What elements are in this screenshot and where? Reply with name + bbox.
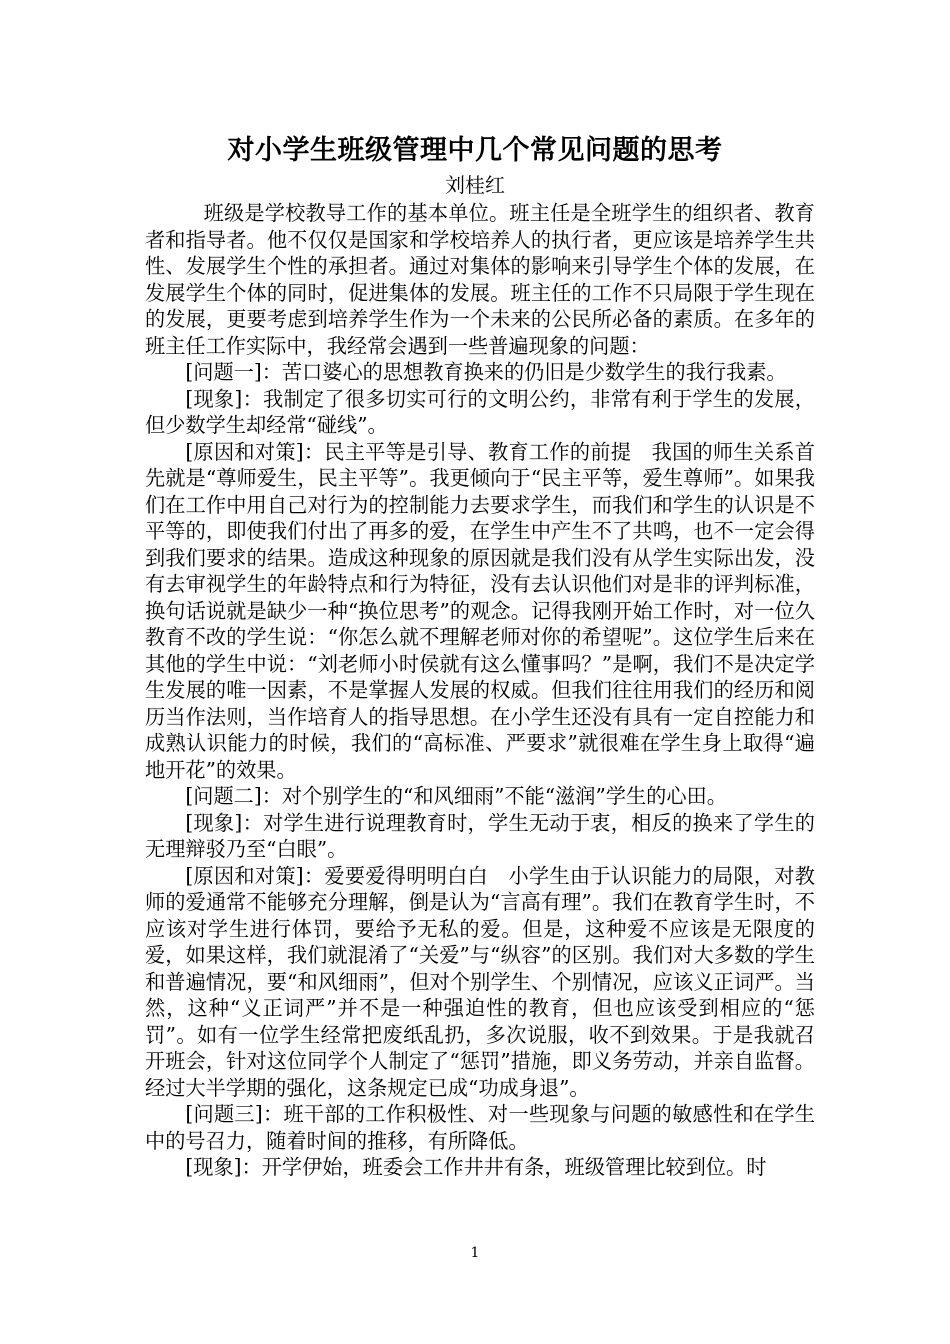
paragraph-problem-3: [问题三]：班干部的工作积极性、对一些现象与问题的敏感性和在学生中的号召力，随着时间的推移，有所降低。 bbox=[145, 1102, 815, 1153]
paragraph-cause-2: [原因和对策]：爱要爱得明明白白 小学生由于认识能力的局限，对教师的爱通常不能够充分理解，倒是认为“言高有理”。我们在教育学生时，不应该对学生进行体罚，要给予无私的爱。但是，这种爱不应该是无限度的爱，如果这样，我们就混淆了“关爱”与“纵容”的区别。我们对大多数的学生和普遍情况，要“和风细雨”，但对个别学生、个别情况，应该义正词严。当然，这种“义正词严”并不是一种强迫性的教育，但也应该受到相应的“惩罚”。如有一位学生经常把废纸乱扔，多次说服，收不到效果。于是我就召开班会，针对这位同学个人制定了“惩罚”措施，即义务劳动，并亲自监督。经过大半学期的强化，这条规定已成“功成身退”。 bbox=[145, 863, 815, 1100]
paragraph-phenomenon-2: [现象]：对学生进行说理教育时，学生无动于衷，相反的换来了学生的无理辩驳乃至“白眼”。 bbox=[145, 810, 815, 861]
paragraph-phenomenon-3: [现象]：开学伊始，班委会工作井井有条，班级管理比较到位。时 bbox=[185, 1155, 767, 1179]
document-title: 对小学生班级管理中几个常见问题的思考 bbox=[227, 135, 723, 166]
paragraph-phenomenon-1: [现象]：我制定了很多切实可行的文明公约，非常有利于学生的发展，但少数学生却经常“碰线”。 bbox=[145, 386, 815, 437]
paragraph-cause-1: [原因和对策]：民主平等是引导、教育工作的前提 我国的师生关系首先就是“尊师爱生，民主平等”。我更倾向于“民主平等，爱生尊师”。如果我们在工作中用自己对行为的控制能力去要求学生，而我们和学生的认识是不平等的，即使我们付出了再多的爱，在学生中产生不了共鸣，也不一定会得到我们要求的结果。造成这种现象的原因就是我们没有从学生实际出发，没有去审视学生的年龄特点和行为特征，没有去认识他们对是非的评判标准，换句话说就是缺少一种“换位思考”的观念。记得我刚开始工作时，对一位久教育不改的学生说：“你怎么就不理解老师对你的希望呢”。这位学生后来在其他的学生中说：“刘老师小时侯就有这么懂事吗？”是啊，我们不是决定学生发展的唯一因素，不是掌握人发展的权威。但我们往往用我们的经历和阅历当作法则，当作培育人的指导思想。在小学生还没有具有一定自控能力和成熟认识能力的时候，我们的“高标准、严要求”就很难在学生身上取得“遍地开花”的效果。 bbox=[145, 439, 815, 782]
document-author: 刘桂红 bbox=[445, 173, 505, 197]
document-body bbox=[145, 200, 815, 1181]
page-number: 1 bbox=[470, 1245, 480, 1261]
paragraph-intro: 班级是学校教导工作的基本单位。班主任是全班学生的组织者、教育者和指导者。他不仅仅是国家和学校培养人的执行者，更应该是培养学生共性、发展学生个性的承担者。通过对集体的影响来引导学生个体的发展，在发展学生个体的同时，促进集体的发展。班主任的工作不只局限于学生现在的发展，更要考虑到培养学生作为一个未来的公民所必备的素质。在多年的班主任工作实际中，我经常会遇到一些普遍现象的问题： bbox=[145, 201, 815, 358]
paragraph-problem-2: [问题二]：对个别学生的“和风细雨”不能“滋润”学生的心田。 bbox=[185, 784, 727, 808]
paragraph-problem-1: [问题一]：苦口婆心的思想教育换来的仍旧是少数学生的我行我素。 bbox=[185, 360, 787, 384]
